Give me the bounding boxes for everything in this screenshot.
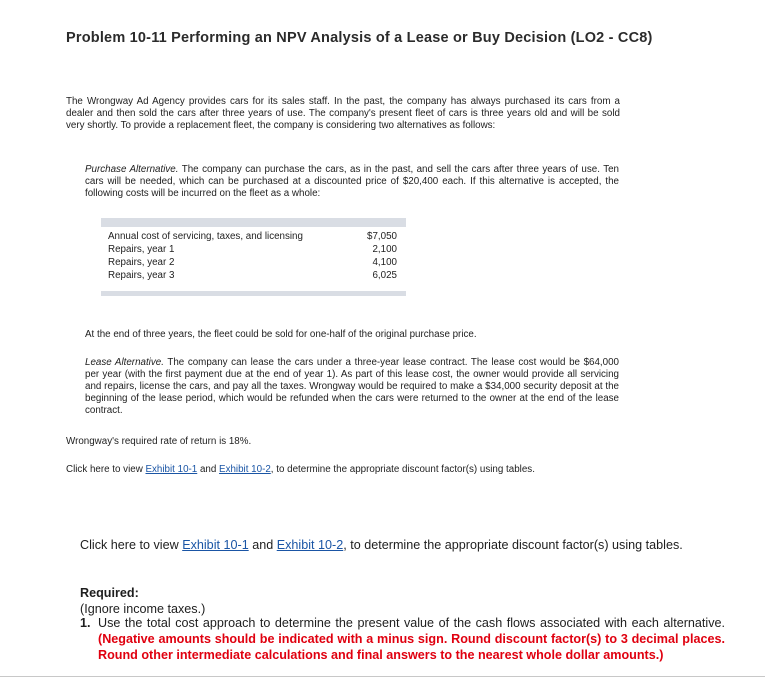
lease-alternative-paragraph bbox=[85, 357, 619, 417]
cost-value: 6,025 bbox=[372, 270, 397, 281]
required-rate-text: Wrongway's required rate of return is 18%. bbox=[66, 436, 252, 447]
cost-table bbox=[101, 218, 406, 296]
table-row bbox=[101, 270, 406, 283]
lease-alternative-text: The company can lease the cars under a three-year lease contract. The lease cost would be $64,000 per year (with the first payment due at the end of year 1). As part of this lease cost, the owner would provide all servicing and repairs, license the cars, and pay all the taxes. Wrongway would be required to make a $34,000 security deposit at the beginning of the lease period, which would be refunded when the cars were returned to the owner at the end of the lease contract. bbox=[85, 357, 619, 416]
cost-value: 4,100 bbox=[372, 257, 397, 268]
exhibit-middle: and bbox=[197, 464, 220, 475]
cost-value: $7,050 bbox=[367, 231, 397, 242]
exhibit-10-2-link[interactable]: Exhibit 10-2 bbox=[219, 464, 271, 475]
exhibit-middle: and bbox=[248, 538, 277, 552]
table-row bbox=[101, 257, 406, 270]
end-of-term-text: At the end of three years, the fleet could be sold for one-half of the original purchase price. bbox=[85, 329, 477, 340]
exhibit-instructions bbox=[80, 537, 725, 553]
rounding-instructions: (Negative amounts should be indicated with a minus sign. Round discount factor(s) to 3 decimal places. Round other intermediate calculations and final answers to the nearest whole dollar amounts.) bbox=[98, 632, 725, 662]
purchase-alternative-text: The company can purchase the cars, as in the past, and sell the cars after three years of use. Ten cars will be needed, which can be purchased at a discounted price of $20,400 each. If this alternative is accepted, the following costs will be incurred on the fleet as a whole: bbox=[85, 164, 619, 199]
divider bbox=[0, 676, 765, 677]
page-title: Problem 10-11 Performing an NPV Analysis of a Lease or Buy Decision (LO2 - CC8) bbox=[66, 30, 653, 46]
ignore-taxes-note: (Ignore income taxes.) bbox=[80, 602, 206, 616]
required-heading: Required: bbox=[80, 586, 139, 600]
table-row bbox=[101, 244, 406, 257]
purchase-alternative-label: Purchase Alternative. bbox=[85, 164, 179, 175]
exhibit-prefix: Click here to view bbox=[66, 464, 146, 475]
intro-paragraph: The Wrongway Ad Agency provides cars for its sales staff. In the past, the company has always purchased its cars from a dealer and then sold the cars after three years of use. The company's present fleet of cars is three years old and will be sold very shortly. To provide a replacement fleet, the company is considering two alternatives as follows: bbox=[66, 96, 620, 131]
cost-label: Repairs, year 3 bbox=[108, 270, 175, 281]
table-row bbox=[101, 231, 406, 244]
exhibit-instructions-small bbox=[66, 464, 618, 476]
exhibit-prefix: Click here to view bbox=[80, 538, 183, 552]
lease-alternative-label: Lease Alternative. bbox=[85, 357, 164, 368]
exhibit-10-2-link[interactable]: Exhibit 10-2 bbox=[276, 538, 344, 552]
requirement-text bbox=[98, 615, 725, 663]
cost-label: Annual cost of servicing, taxes, and licensing bbox=[108, 231, 303, 242]
cost-label: Repairs, year 2 bbox=[108, 257, 175, 268]
purchase-alternative-paragraph bbox=[85, 164, 619, 200]
exhibit-10-1-link[interactable]: Exhibit 10-1 bbox=[182, 538, 249, 552]
requirement-instruction: Use the total cost approach to determine the present value of the cash flows associated with each alternative. bbox=[98, 616, 725, 630]
exhibit-suffix: , to determine the appropriate discount factor(s) using tables. bbox=[343, 538, 683, 552]
exhibit-suffix: , to determine the appropriate discount factor(s) using tables. bbox=[270, 464, 535, 475]
requirement-number: 1. bbox=[80, 616, 91, 630]
cost-label: Repairs, year 1 bbox=[108, 244, 175, 255]
exhibit-10-1-link[interactable]: Exhibit 10-1 bbox=[145, 464, 198, 475]
cost-value: 2,100 bbox=[372, 244, 397, 255]
requirement-item bbox=[80, 615, 725, 663]
